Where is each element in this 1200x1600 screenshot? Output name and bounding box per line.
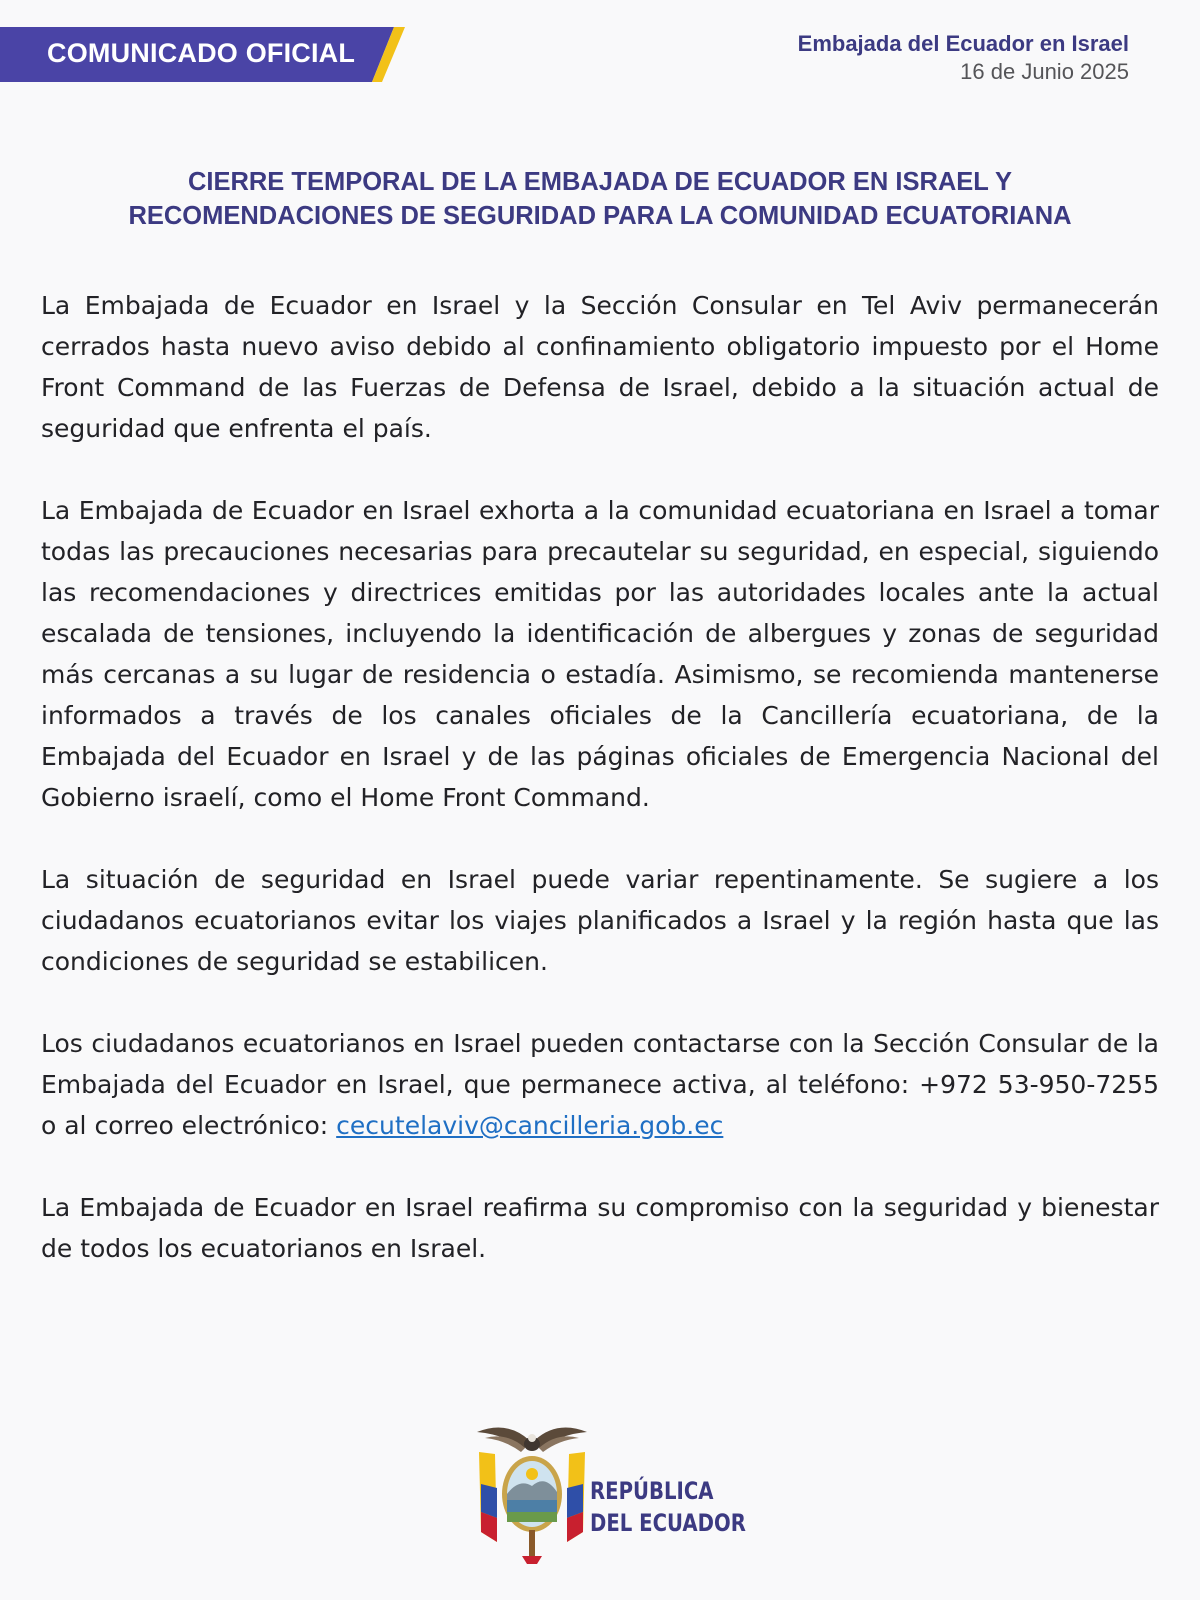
communique-title: CIERRE TEMPORAL DE LA EMBAJADA DE ECUADOR EN ISRAEL Y RECOMENDACIONES DE SEGURIDAD PARA LA COMUNIDAD ECUATORIANA: [128, 168, 1072, 230]
communique-body: [41, 285, 1159, 1310]
republic-seal-text: [590, 1475, 746, 1539]
coat-of-arms-icon: [467, 1422, 597, 1567]
paragraph-travel-advice: La situación de seguridad en Israel puede variar repentinamente. Se sugiere a los ciudadanos ecuatorianos evitar los viajes planificados a Israel y la región hasta que las condiciones de seguridad se estabilicen.: [41, 865, 1159, 976]
consular-email-link[interactable]: cecutelaviv@cancilleria.gob.ec: [336, 1111, 724, 1140]
paragraph-precautions: La Embajada de Ecuador en Israel exhorta a la comunidad ecuatoriana en Israel a tomar todas las precauciones necesarias para precautelar su seguridad, en especial, siguiendo las recomendaciones y directrices emitidas por las autoridades locales ante la actual escalada de tensiones, incluyendo la identificación de albergues y zonas de seguridad más cercanas a su lugar de residencia o estadía. Asimismo, se recomienda mantenerse informados a través de los canales oficiales de la Cancillería ecuatoriana, de la Embajada del Ecuador en Israel y de las páginas oficiales de Emergencia Nacional del Gobierno israelí, como el Home Front Command.: [41, 496, 1159, 812]
contact-text: Los ciudadanos ecuatorianos en Israel pueden contactarse con la Sección Consular de la Embajada del Ecuador en Israel, que permanece activa, al teléfono: +972 53-950-7255 o al correo electrónico:: [41, 1029, 1159, 1140]
tag-label: COMUNICADO OFICIAL: [47, 38, 356, 68]
official-communique-tag: [0, 27, 405, 82]
paragraph-commitment: La Embajada de Ecuador en Israel reafirma su compromiso con la seguridad y bienestar de todos los ecuatorianos en Israel.: [41, 1193, 1159, 1263]
seal-line-1: REPÚBLICA: [590, 1477, 714, 1505]
header-info: [798, 29, 1129, 85]
paragraph-closure: La Embajada de Ecuador en Israel y la Sección Consular en Tel Aviv permanecerán cerrados hasta nuevo aviso debido al confinamiento obligatorio impuesto por el Home Front Command de las Fuerzas de Defensa de Israel, debido a la situación actual de seguridad que enfrenta el país.: [41, 291, 1159, 443]
publication-date: 16 de Junio 2025: [960, 59, 1129, 84]
seal-line-2: DEL ECUADOR: [590, 1509, 746, 1537]
organization-name: Embajada del Ecuador en Israel: [797, 31, 1129, 56]
paragraph-contact: [41, 1023, 1159, 1146]
